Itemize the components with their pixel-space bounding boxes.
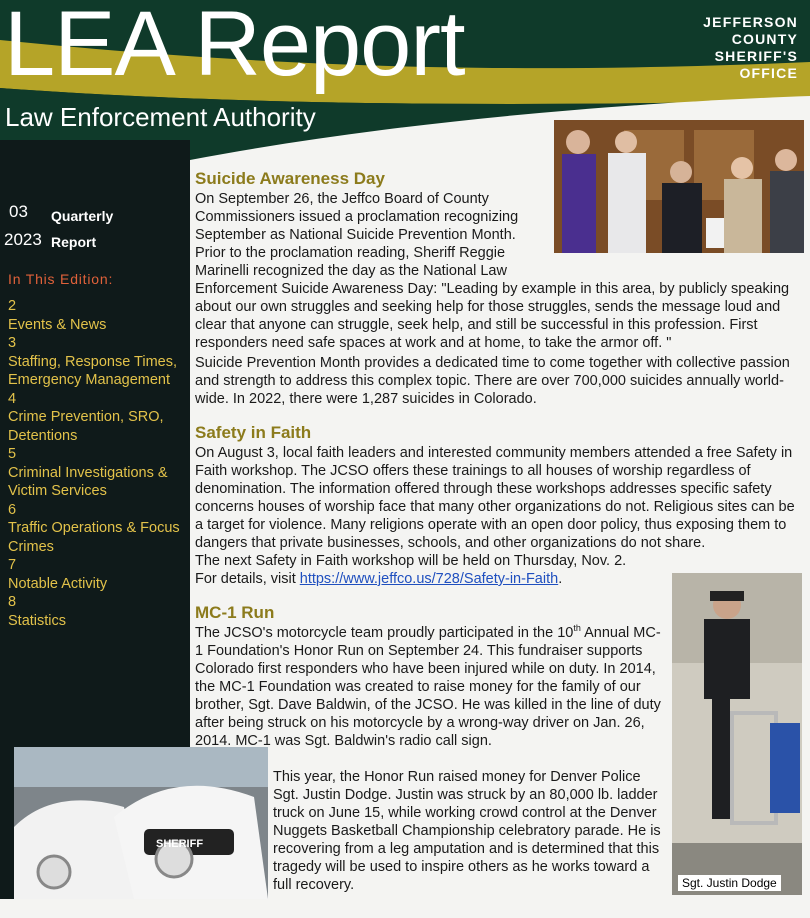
toc-page: 2	[8, 298, 17, 314]
safety-in-faith-link[interactable]: https://www.jeffco.us/728/Safety-in-Faith	[299, 571, 559, 587]
toc-title: Crime Prevention, SRO, Detentions	[8, 409, 164, 444]
section-paragraph: The next Safety in Faith workshop will be held on Thursday, Nov. 2.	[195, 553, 627, 569]
toc-page: 5	[8, 446, 17, 462]
article-content	[195, 160, 805, 918]
section-title: MC-1 Run	[195, 603, 275, 622]
toc-entry[interactable]	[8, 593, 188, 630]
toc-page: 8	[8, 594, 17, 610]
section-paragraph: Suicide Prevention Month provides a dedicated time to come together with collective passion and strength to address this complex topic. There are over 700,000 suicides annually world-wide. In 2022, there were 1,287 suicides in Colorado.	[195, 355, 790, 407]
toc-entry[interactable]	[8, 445, 188, 501]
office-line: OFFICE	[739, 65, 798, 81]
section-paragraph: This year, the Honor Run raised money for Denver Police Sgt. Justin Dodge. Justin was struck by an 80,000 lb. ladder truck on June 15, while working crowd control at the Denver Nuggets Basketball Championship celebratory parade. He is recovering from a leg amputation and is determined that this tragedy will be used to inspire others as he works toward a full recovery.	[273, 769, 661, 893]
report-subtitle: Law Enforcement Authority	[5, 102, 316, 132]
bike-badge-text: SHERIFF	[156, 838, 204, 850]
mc1-text-a: The JCSO's motorcycle team proudly participated in the 10	[195, 625, 574, 641]
table-of-contents	[8, 297, 188, 630]
toc-title: Notable Activity	[8, 575, 108, 592]
toc-title: Statistics	[8, 612, 67, 629]
section-title: Safety in Faith	[195, 423, 312, 442]
office-line: SHERIFF'S	[714, 48, 798, 64]
toc-page: 3	[8, 335, 17, 351]
link-prefix: For details, visit	[195, 571, 300, 587]
office-name	[678, 14, 798, 82]
toc-entry[interactable]	[8, 334, 188, 390]
report-title: LEA Report	[4, 0, 465, 95]
edition-heading: In This Edition:	[8, 271, 114, 287]
section-paragraph	[195, 570, 805, 588]
issue-year: 2023	[4, 230, 42, 249]
office-line: COUNTY	[731, 31, 798, 47]
toc-page: 4	[8, 390, 17, 407]
toc-title: Criminal Investigations & Victim Services	[8, 464, 168, 499]
toc-title: Staffing, Response Times, Emergency Management	[8, 353, 177, 388]
section-paragraph: On September 26, the Jeffco Board of County Commissioners issued a proclamation recognizing September as National Suicide Prevention Month. Prior to the proclamation reading, Sheriff Reggie Marinelli recognized the day as the National Law Enforcement Suicide Awareness Day: "Leading by example in this area, by publicly speaking about our own struggles and seeking help for those struggles, sends the message loud and clear that anyone can struggle, seek help, and still be successful in this profession. First responders need safe spaces at work and at home, to take the armor off. "	[195, 191, 790, 351]
dodge-photo-caption: Sgt. Justin Dodge	[678, 875, 781, 891]
toc-page: 6	[8, 501, 17, 518]
toc-title: Traffic Operations & Focus Crimes	[8, 520, 180, 555]
mc1-sup: th	[573, 623, 581, 634]
office-line: JEFFERSON	[703, 14, 798, 30]
toc-page: 7	[8, 557, 17, 573]
toc-title: Events & News	[8, 316, 107, 333]
link-suffix: .	[558, 571, 563, 587]
toc-entry[interactable]	[8, 297, 188, 334]
toc-entry[interactable]	[8, 556, 188, 593]
issue-number: 03	[9, 202, 28, 221]
section-title: Suicide Awareness Day	[195, 169, 385, 188]
toc-entry[interactable]	[8, 390, 188, 446]
toc-entry[interactable]	[8, 501, 188, 557]
section-paragraph: On August 3, local faith leaders and interested community members attended a free Safety in Faith workshop. The JCSO offers these trainings to all houses of worship regardless of denomination. The information offered through these workshops addresses specific safety concerns houses of worship face that many other organizations do not. Religious sites can be a target for violence. Many religions operate with an open door policy, thus exposing them to dangers that private businesses, schools, and other organizations do not share.	[195, 445, 795, 551]
issue-label-quarterly: Quarterly	[51, 208, 114, 224]
mc1-text-b: Annual MC-1 Foundation's Honor Run on September 24. This fundraiser supports Colorado first responders who have been injured while on duty. In 2014, the MC-1 Foundation was created to raise money for the family of our brother, Sgt. Dave Baldwin, of the JCSO. He was killed in the line of duty after being struck on his motorcycle by a wrong-way driver on Jan. 26, 2014. MC-1 was Sgt. Baldwin's radio call sign.	[195, 625, 661, 749]
issue-label-report: Report	[51, 234, 97, 250]
